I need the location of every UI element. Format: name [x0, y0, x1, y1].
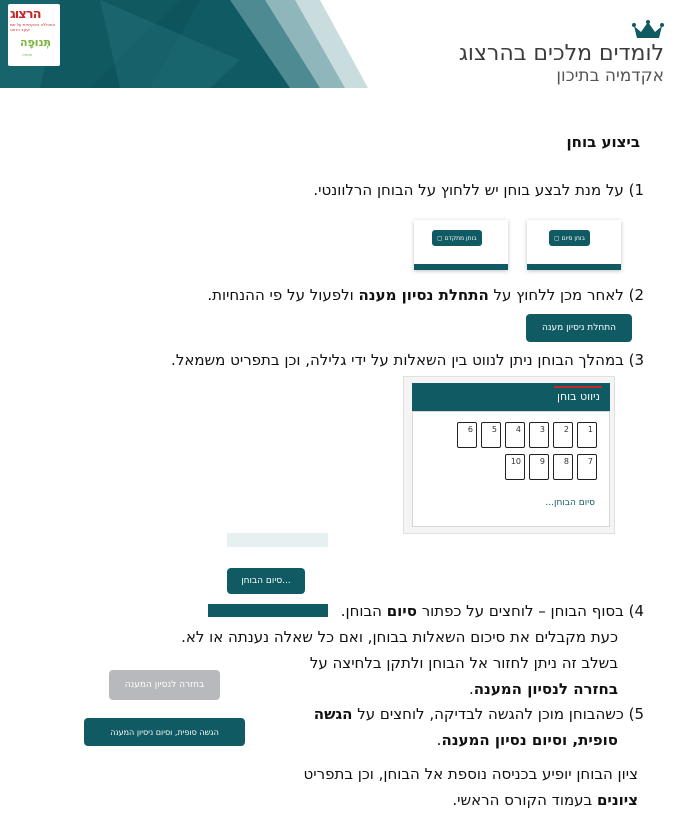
step-number: 3) — [628, 351, 644, 369]
finish-quiz-button[interactable]: סיום הבוחן... — [227, 568, 305, 594]
question-button[interactable]: 2 — [553, 422, 573, 448]
quiz-final-button[interactable]: ▢ בוחן סיום — [549, 230, 590, 246]
final-note-bold: ציונים — [596, 791, 638, 809]
step-1-body: על מנת לבצע בוחן יש ללחוץ על הבוחן הרלוונטי. — [313, 181, 624, 199]
final-submit-button[interactable]: הגשה סופית, וסיום ניסיון המענה — [84, 718, 245, 746]
card-bar — [527, 264, 621, 270]
question-button[interactable]: 6 — [457, 422, 477, 448]
brand-subtitle: אקדמיה בתיכון — [556, 66, 664, 86]
step-4-bold: סיום — [386, 602, 417, 620]
back-to-attempt-button[interactable]: בחזרה לנסיון המענה — [109, 670, 220, 700]
step-5-bold: הגשה — [313, 705, 353, 723]
step-5-text — [314, 705, 644, 723]
finish-quiz-link[interactable]: סיום הבוחן... — [545, 498, 595, 508]
tnufa-logo-subtext: תנופה — [22, 52, 33, 57]
step-number: 1) — [628, 181, 644, 199]
step-2-body-after: ולפעול על פי ההנחיות. — [207, 286, 359, 304]
question-button[interactable]: 5 — [481, 422, 501, 448]
quiz-card-final[interactable] — [527, 220, 621, 270]
step-4-body-before: בסוף הבוחן – לוחצים על כפתור — [416, 602, 624, 620]
step-2-body-before: לאחר מכן ללחוץ על — [488, 286, 624, 304]
step-4-line-4: בחזרה לנסיון המענה. — [468, 680, 618, 698]
crown-icon — [632, 20, 664, 40]
step-4-line-2: כעת מקבלים את סיכום השאלות בבוחן, ואם כל שאלה נענתה או לא. — [181, 628, 618, 646]
tnufa-logo-text: תְּנוּפָה — [20, 36, 52, 49]
question-button[interactable]: 9 — [529, 454, 549, 480]
step-5-line-2-bold: סופית, וסיום נסיון המענה — [441, 731, 618, 749]
step-number: 2) — [628, 286, 644, 304]
quiz-advanced-button[interactable]: ▢ בוחן מתקדם — [432, 230, 482, 246]
header-accent-line — [554, 386, 602, 388]
question-button[interactable]: 10 — [505, 454, 525, 480]
step-3-body: במהלך הבוחן ניתן לנווט בין השאלות על ידי גלילה, וכן בתפריט משמאל. — [171, 351, 624, 369]
step-5-body-before: כשהבוחן מוכן להגשה לבדיקה, לוחצים על — [352, 705, 624, 723]
start-attempt-button[interactable]: התחלת ניסיון מענה — [526, 314, 632, 342]
step-3-text — [171, 351, 644, 369]
college-logo-subtext: המכללה האקדמית על שם יעקב הרצוג — [10, 22, 56, 32]
step-4-text — [341, 602, 644, 620]
step-number: 5) — [628, 705, 644, 723]
page-header — [0, 0, 678, 92]
step-number: 4) — [628, 602, 644, 620]
quiz-navigation-panel — [403, 376, 615, 534]
step-2-text — [207, 286, 644, 304]
final-note-line-2: ציונים בעמוד הקורס הראשי. — [452, 791, 638, 809]
quiz-card-advanced[interactable] — [414, 220, 508, 270]
step-4-line-4-bold: בחזרה לנסיון המענה — [473, 680, 618, 698]
card-bar — [414, 264, 508, 270]
step-4-body-after: הבוחן. — [340, 602, 387, 620]
question-button[interactable]: 8 — [553, 454, 573, 480]
brand-title: לומדים מלכים בהרצוג — [458, 41, 664, 66]
question-button[interactable]: 7 — [577, 454, 597, 480]
step-5-line-2: סופית, וסיום נסיון המענה. — [436, 731, 618, 749]
highlight-bar-dark — [208, 604, 328, 617]
quiz-navigation-title: ניווט בוחן — [556, 390, 600, 403]
section-title: ביצוע בוחן — [566, 133, 640, 151]
question-button[interactable]: 1 — [577, 422, 597, 448]
step-1-text — [313, 181, 644, 199]
highlight-bar — [227, 533, 328, 547]
step-4-line-3: בשלב זה ניתן לחזור אל הבוחן ולתקן בלחיצה על — [309, 654, 618, 672]
college-logo-text: הרצוג — [10, 7, 41, 22]
quiz-navigation-header — [412, 383, 610, 411]
quiz-navigation-body — [412, 411, 610, 527]
step-2-bold: התחלת נסיון מענה — [358, 286, 489, 304]
question-button[interactable]: 4 — [505, 422, 525, 448]
question-button[interactable]: 3 — [529, 422, 549, 448]
final-note-line-1: ציון הבוחן יופיע בכניסה נוספת אל הבוחן, וכן בתפריט — [303, 765, 638, 783]
